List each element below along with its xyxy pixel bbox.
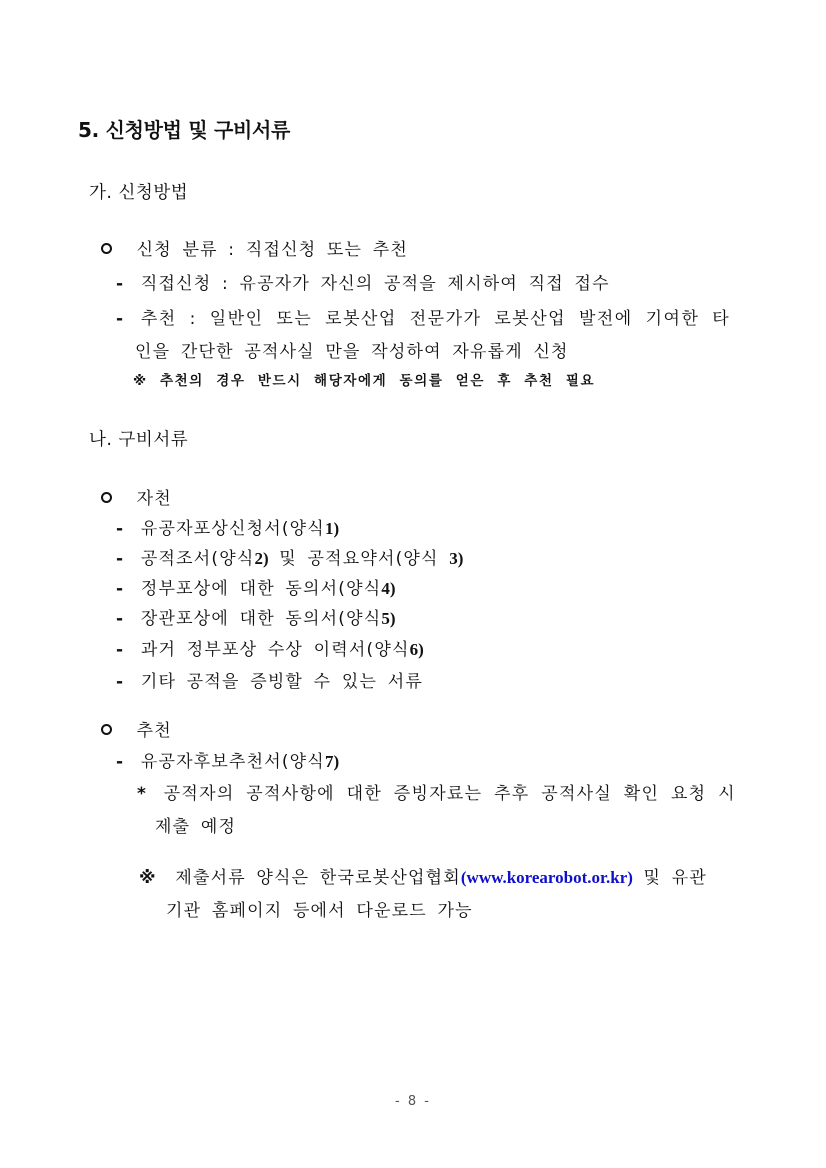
form-number: 6) — [409, 640, 424, 659]
list-item — [116, 514, 339, 539]
final-note-text: 및 유관 — [632, 868, 708, 888]
dash-bullet-icon: - — [116, 519, 125, 539]
self-label: 자천 — [136, 489, 172, 509]
form-number: 5) — [381, 609, 396, 628]
dash-bullet-icon: - — [116, 640, 125, 660]
form-number: 7) — [324, 752, 340, 771]
subsection-heading-documents: 나. 구비서류 — [89, 430, 189, 450]
page-number: - 8 - — [395, 1094, 431, 1109]
recommend-label: 추천 — [136, 721, 172, 741]
dash-bullet-icon: - — [116, 549, 125, 569]
list-item — [116, 574, 396, 599]
star-note-line — [137, 779, 736, 804]
dash-bullet-icon: - — [116, 609, 125, 629]
dash-bullet-icon: - — [116, 579, 125, 599]
list-item-text: 유공자포상신청서(양식 — [140, 519, 325, 539]
list-item — [116, 269, 610, 294]
final-note — [139, 863, 707, 888]
form-number: 4) — [381, 579, 396, 598]
list-item — [116, 604, 396, 629]
list-item-text: 직접신청 : 유공자가 자신의 공적을 제시하여 직접 접수 — [140, 274, 610, 294]
website-link[interactable]: (www.korearobot.or.kr) — [460, 868, 633, 887]
list-item-text: 추천 : 일반인 또는 로봇산업 전문가가 로봇산업 발전에 기여한 타 — [140, 309, 731, 329]
classification-line — [101, 235, 408, 260]
dash-bullet-icon: - — [116, 274, 125, 294]
list-item-text: 장관포상에 대한 동의서(양식 — [140, 609, 382, 629]
list-item-text: 기타 공적을 증빙할 수 있는 서류 — [140, 672, 423, 692]
list-item — [116, 544, 463, 569]
asterisk-icon: * — [137, 784, 148, 804]
list-item-continuation: 인을 간단한 공적사실 만을 작성하여 자유롭게 신청 — [135, 342, 569, 362]
star-note-continuation: 제출 예정 — [155, 817, 237, 837]
subsection-heading-application: 가. 신청방법 — [89, 183, 189, 203]
list-item — [116, 635, 424, 660]
form-number: 2) — [254, 549, 269, 568]
list-item-text: 및 공적요약서(양식 — [268, 549, 450, 569]
final-note-text: 제출서류 양식은 한국로봇산업협회 — [175, 868, 461, 888]
recommend-label-line — [101, 716, 172, 741]
reference-mark-icon: ※ — [139, 868, 157, 888]
circle-bullet-icon — [101, 724, 112, 735]
dash-bullet-icon: - — [116, 309, 125, 329]
circle-bullet-icon — [101, 492, 112, 503]
list-item — [116, 667, 423, 692]
list-item-text: 정부포상에 대한 동의서(양식 — [140, 579, 382, 599]
list-item — [116, 304, 730, 329]
dash-bullet-icon: - — [116, 752, 125, 772]
star-note-text: 공적자의 공적사항에 대한 증빙자료는 추후 공적사실 확인 요청 시 — [163, 784, 736, 804]
list-item-text: 공적조서(양식 — [140, 549, 255, 569]
note-consent: ※ 추천의 경우 반드시 해당자에게 동의를 얻은 후 추천 필요 — [133, 373, 596, 389]
classification-text: 신청 분류 : 직접신청 또는 추천 — [136, 240, 409, 260]
list-item-text: 유공자후보추천서(양식 — [140, 752, 325, 772]
final-note-continuation: 기관 홈페이지 등에서 다운로드 가능 — [166, 901, 473, 921]
form-number: 1) — [324, 519, 340, 538]
form-number: 3) — [449, 549, 464, 568]
section-title: 5. 신청방법 및 구비서류 — [78, 118, 291, 142]
dash-bullet-icon: - — [116, 672, 125, 692]
circle-bullet-icon — [101, 243, 112, 254]
self-label-line — [101, 484, 172, 509]
list-item — [116, 747, 339, 772]
list-item-text: 과거 정부포상 수상 이력서(양식 — [140, 640, 410, 660]
